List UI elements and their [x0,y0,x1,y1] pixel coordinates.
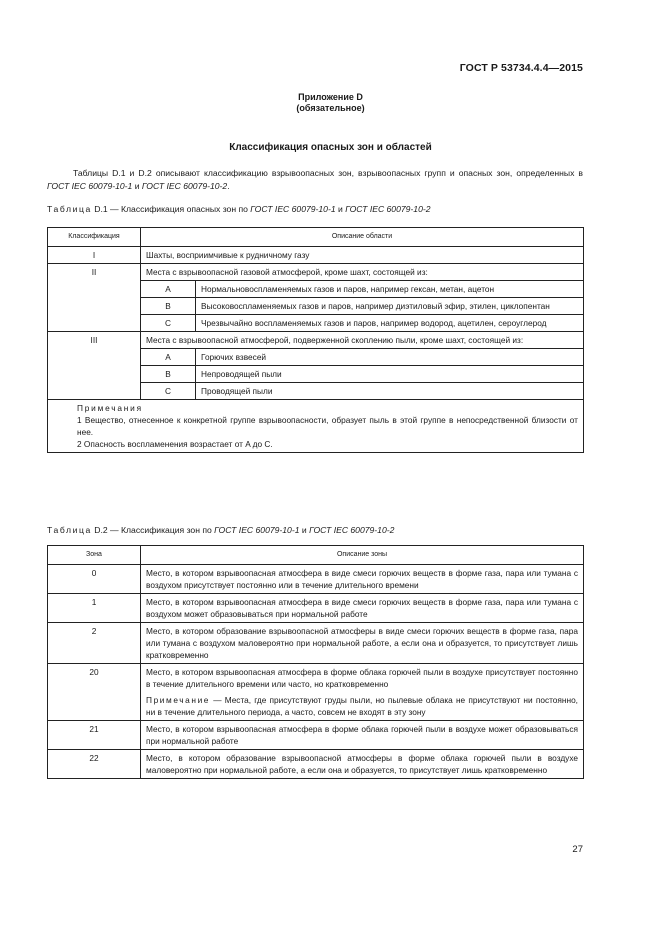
table-d2-caption [47,525,394,535]
class-code: III [48,332,141,400]
caption-text: D.1 — Классификация опасных зон по [91,204,251,214]
caption-ref-2: ГОСТ IEC 60079-10-2 [309,525,395,535]
annex-subtitle: (обязательное) [296,103,365,113]
subgroup-code: A [141,281,196,298]
header-zone-description: Описание зоны [141,546,584,565]
table-d1-caption [47,204,431,214]
table-row [48,332,584,349]
caption-word: Таблица [47,204,92,214]
note-1: 1 Вещество, отнесенное к конкретной группе взрывоопасности, образует пыль в этой группе в непосредственной близости от нее. [77,415,578,437]
zone-code: 22 [48,750,141,779]
caption-and: и [299,525,310,535]
zone-code: 2 [48,623,141,664]
table-d2 [47,545,584,779]
intro-text: Таблицы D.1 и D.2 описывают классификацию взрывоопасных зон, взрывоопасных групп и опасных зон, определенных в [73,168,583,178]
table-header-row [48,228,584,247]
subgroup-code: C [141,315,196,332]
table-d1 [47,227,584,453]
intro-paragraph [47,167,583,193]
page-number: 27 [572,844,583,855]
table-row [48,721,584,750]
table-row [48,247,584,264]
zone-code: 20 [48,664,141,721]
table-row [48,623,584,664]
intro-and: и [132,181,142,191]
zone-code: 0 [48,565,141,594]
class-code: I [48,247,141,264]
zone-description: Место, в котором образование взрывоопасной атмосферы в виде смеси горючих веществ в форме газа, пара или тумана с воздухом маловероятно при нормальной работе, а если она и образуется, то присутствует лишь кратковременно [141,623,584,664]
caption-ref-1: ГОСТ IEC 60079-10-1 [250,204,336,214]
subgroup-description: Горючих взвесей [196,349,584,366]
subgroup-code: C [141,383,196,400]
table-row [48,750,584,779]
header-area-description: Описание области [141,228,584,247]
subgroup-code: B [141,366,196,383]
zone-description: Место, в котором взрывоопасная атмосфера в форме облака горючей пыли в воздухе может образовываться при нормальной работе [141,721,584,750]
zone-description: Место, в котором взрывоопасная атмосфера в виде смеси горючих веществ в форме газа, пара или тумана с воздухом может образовываться при нормальной работе [141,594,584,623]
zone-note [146,694,578,718]
annex-heading [0,92,661,114]
caption-ref-2: ГОСТ IEC 60079-10-2 [345,204,431,214]
notes-row [48,400,584,453]
intro-end: . [227,181,230,191]
table-header-row [48,546,584,565]
class-description: Шахты, восприимчивые к рудничному газу [141,247,584,264]
table-row [48,565,584,594]
zone-code: 21 [48,721,141,750]
class-code: II [48,264,141,332]
table-row [48,664,584,721]
zone-code: 1 [48,594,141,623]
standard-id: ГОСТ Р 53734.4.4—2015 [459,62,583,74]
zone-note-text: — Места, где присутствуют груды пыли, но пылевые облака не присутствуют ни постоянно, ни в течение длительного периода, а часто, совсем не входят в эту зону [146,695,578,717]
zone-description: Место, в котором взрывоопасная атмосфера в форме облака горючей пыли в воздухе присутствует постоянно в течение длительного времени или часто, но кратковременно [146,667,578,689]
caption-text: D.2 — Классификация зон по [91,525,215,535]
zone-description-cell [141,664,584,721]
caption-ref-1: ГОСТ IEC 60079-10-1 [214,525,300,535]
table-row [48,264,584,281]
table-notes [48,400,584,453]
annex-title: Приложение D [298,92,363,102]
caption-word: Таблица [47,525,92,535]
subgroup-code: A [141,349,196,366]
class-description: Места с взрывоопасной атмосферой, подверженной скоплению пыли, кроме шахт, состоящей из: [141,332,584,349]
section-title: Классификация опасных зон и областей [229,142,432,153]
header-zone: Зона [48,546,141,565]
note-2: 2 Опасность воспламенения возрастает от A до C. [77,439,273,449]
subgroup-code: B [141,298,196,315]
zone-description: Место, в котором образование взрывоопасной атмосферы в форме облака горючей пыли в воздухе маловероятно при нормальной работе, а если она и образуется, то присутствует лишь кратковременно [141,750,584,779]
subgroup-description: Непроводящей пыли [196,366,584,383]
subgroup-description: Высоковоспламеняемых газов и паров, например диэтиловый эфир, этилен, циклопентан [196,298,584,315]
zone-note-label: Примечание [146,695,211,705]
intro-ref-2: ГОСТ IEC 60079-10-2 [141,181,228,191]
subgroup-description: Нормальновоспламеняемых газов и паров, например гексан, метан, ацетон [196,281,584,298]
zone-description: Место, в котором взрывоопасная атмосфера в виде смеси горючих веществ в форме газа, пара или тумана с воздухом присутствует постоянно или в течение длительного времени [141,565,584,594]
class-description: Места с взрывоопасной газовой атмосферой, кроме шахт, состоящей из: [141,264,584,281]
caption-and: и [335,204,346,214]
table-row [48,594,584,623]
intro-ref-1: ГОСТ IEC 60079-10-1 [47,181,133,191]
subgroup-description: Проводящей пыли [196,383,584,400]
header-classification: Классификация [48,228,141,247]
notes-heading: Примечания [77,403,143,413]
subgroup-description: Чрезвычайно воспламеняемых газов и паров, например водород, ацетилен, сероуглерод [196,315,584,332]
